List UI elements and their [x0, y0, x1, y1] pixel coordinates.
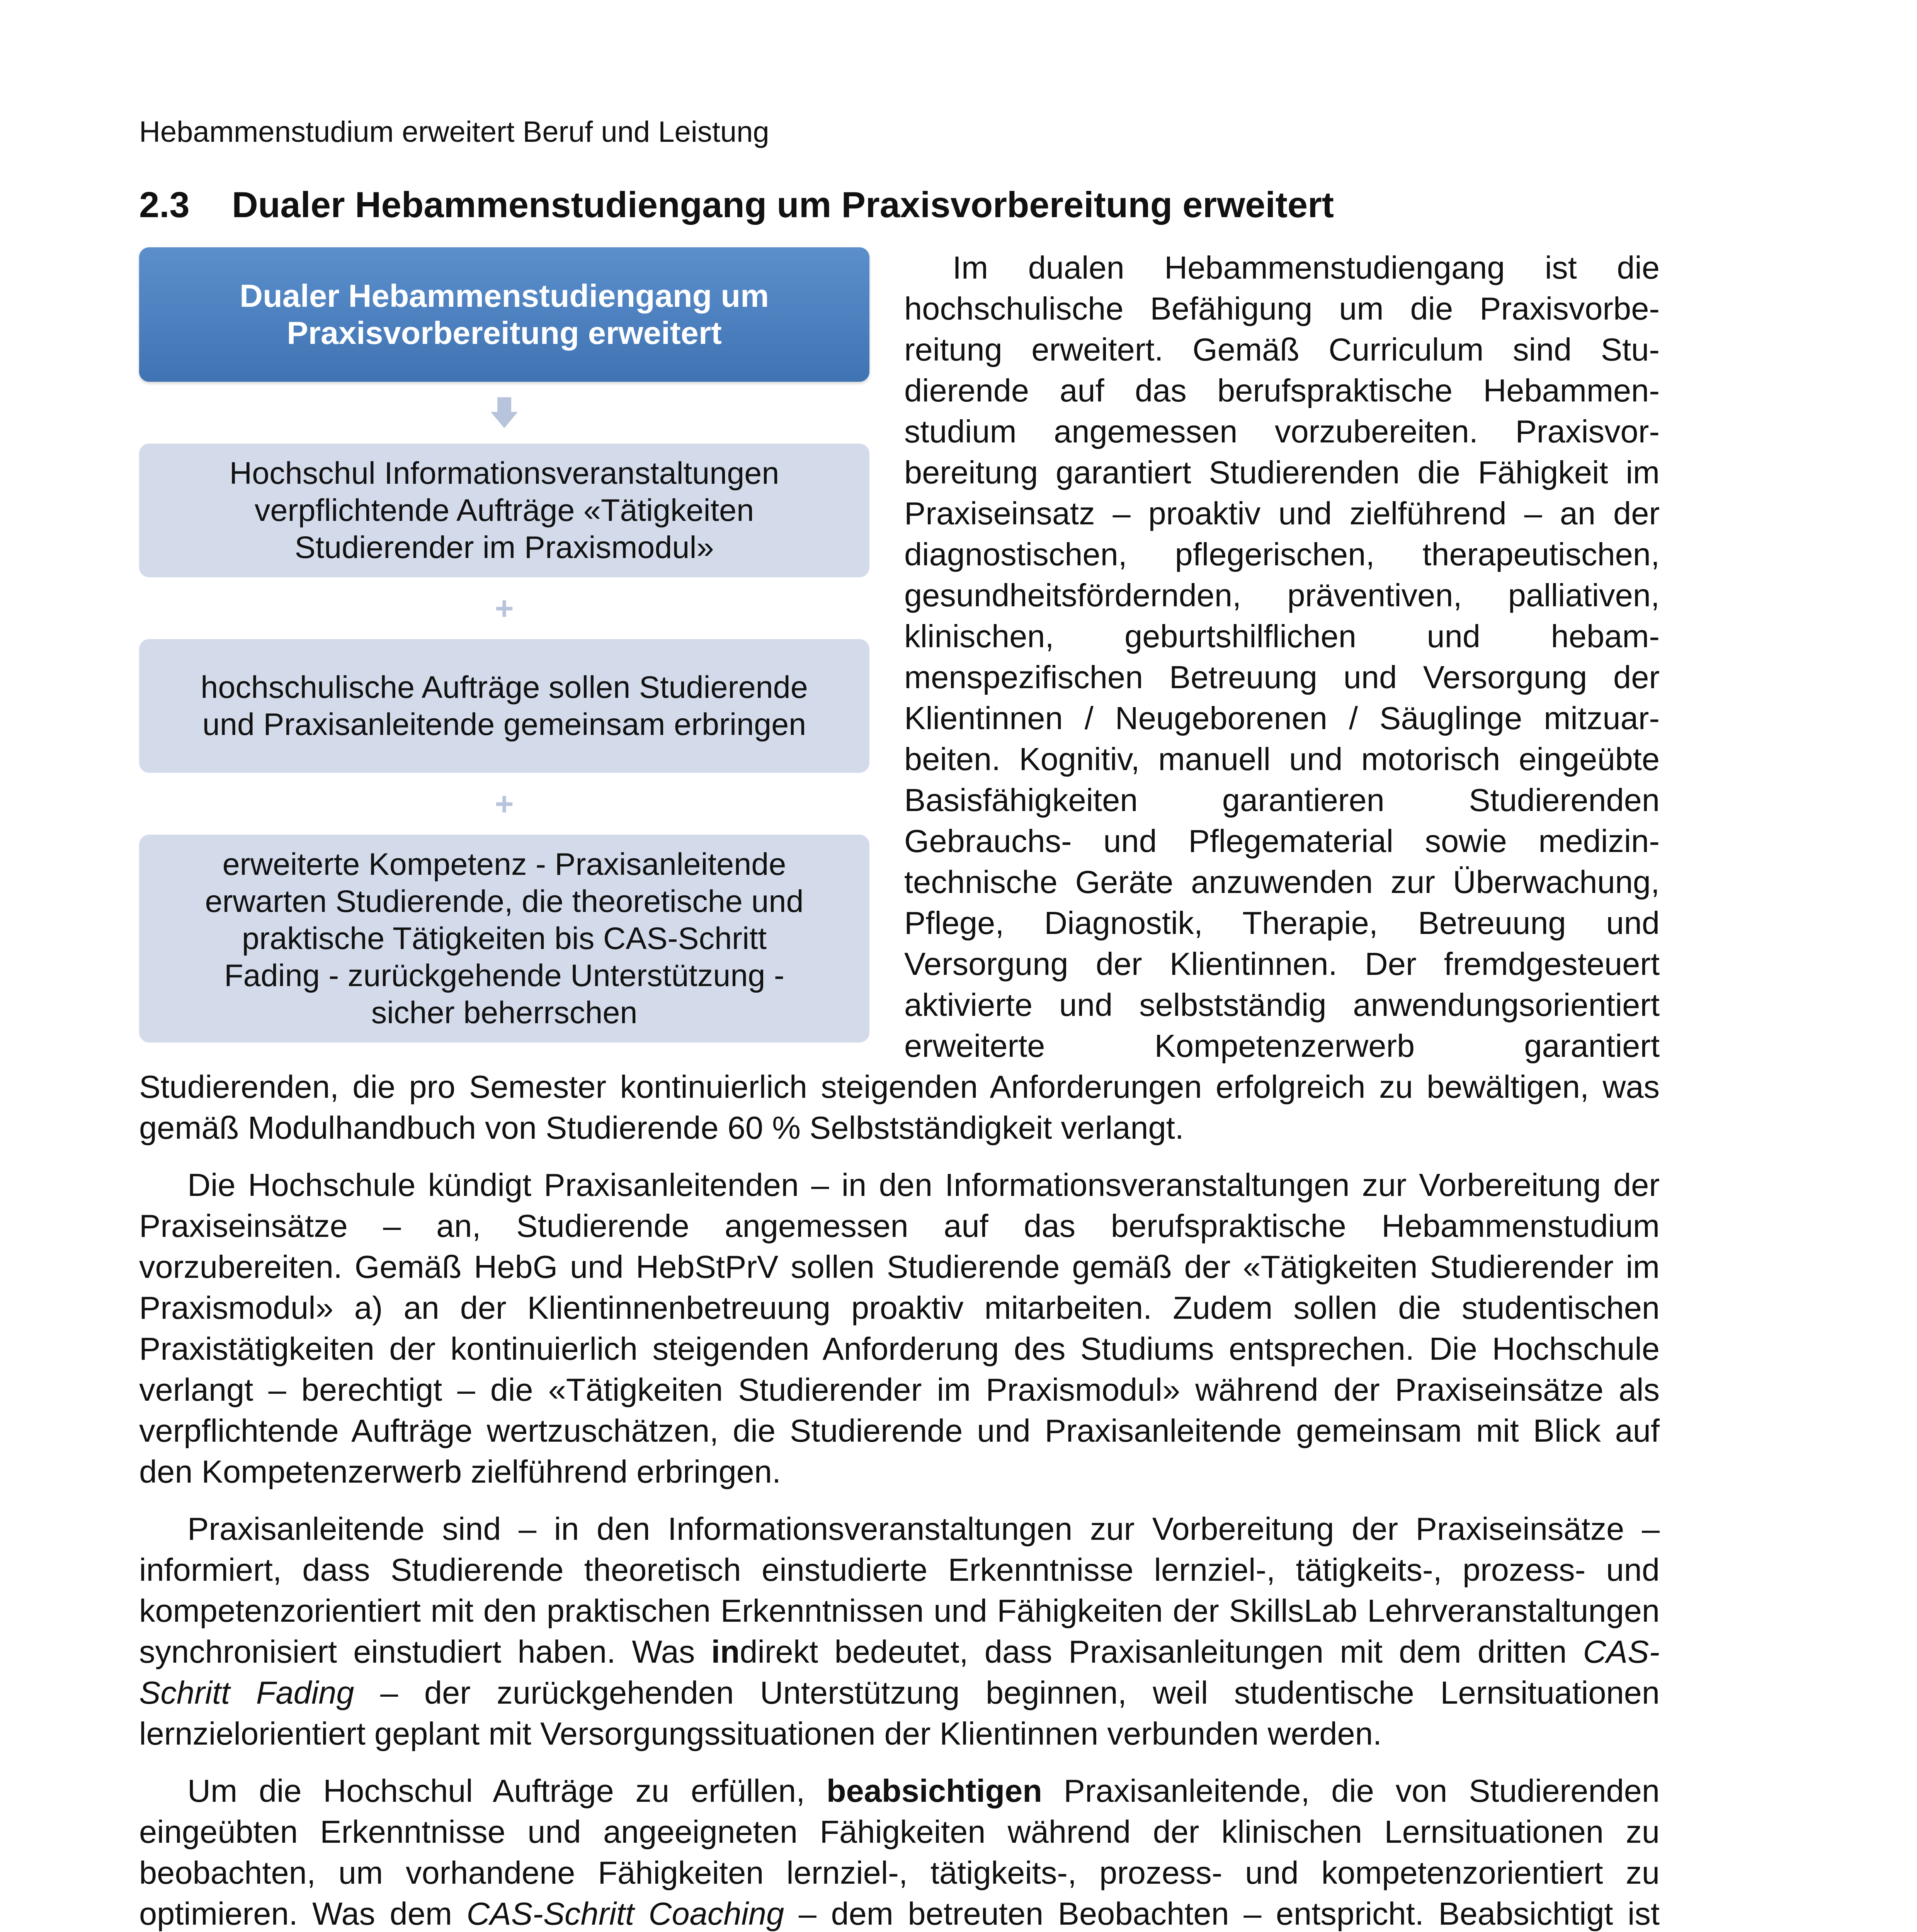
- text-run: – dem betreuten Beobachten – entspricht. Beabsichtigt ist: [798, 1896, 1660, 1932]
- text-run: Praxisanleitende sind – in den Informationsveranstaltungen zur Vorbereitung der Praxiseinsätze – informiert, dass Studierende theoretisch einstudierte Erkenntnisse lernziel-, tätigkeits-, prozess- und kompetenzorientiert mit den praktischen Erkenntnissen und Fähigkeiten der SkillsLab Lehrveranstaltungen synchronisiert einstudiert haben. Was: [139, 1511, 1660, 1670]
- paragraph: Die Hochschule kündigt Praxisanleitenden – in den Informationsveranstaltungen zur Vorbereitung der Praxiseinsätze – an, Studierende angemessen auf das berufspraktische Hebammenstudium vorzubereiten. Gemäß HebG und HebStPrV sollen Studierende gemäß der «Tätigkeiten Studierender im Praxismodul» a) an der Klientinnenbetreuung proaktiv mitarbeiten. Zudem sollen die studentischen Praxistätigkeiten der kontinuierlich steigenden Anforderung des Studiums entsprechen. Die Hochschule verlangt – berechtigt – die «Tätigkeiten Studierender im Praxismodul» während der Praxiseinsätze als verpflichtende Aufträge wertzuschätzen, die Studierende und Praxisanleitende gemeinsam mit Blick auf den Kompetenzerwerb zielführend erbringen.: [139, 1167, 1660, 1490]
- diagram-step-line: Fading - zurückgehende Unterstützung -: [224, 958, 784, 993]
- diagram-step-line: sicher beherrschen: [371, 995, 638, 1030]
- diagram-connector: [139, 382, 869, 444]
- paragraph: [139, 1509, 1660, 1754]
- plus-icon: +: [495, 786, 514, 822]
- diagram-title-line: Dualer Hebammenstudiengang um: [240, 278, 769, 314]
- diagram-step-box: [139, 835, 869, 1043]
- diagram-step-line: Hochschul Informationsveranstaltungen: [229, 456, 779, 491]
- diagram-step-line: hochschulische Aufträge sollen Studierende: [201, 670, 808, 705]
- section-heading: [139, 182, 1685, 228]
- arrow-down-icon: [491, 397, 518, 428]
- italic-text: CAS-Schritt Fading: [139, 1634, 1660, 1711]
- plus-icon: +: [495, 590, 514, 626]
- bold-text: in: [711, 1634, 740, 1670]
- running-header: Hebammenstudium erweitert Beruf und Leistung: [139, 116, 769, 148]
- diagram-title-line: Praxisvorbereitung erweitert: [287, 315, 722, 351]
- diagram-connector: [139, 577, 869, 639]
- paragraph: [139, 1770, 1660, 1932]
- diagram-step-box: [139, 444, 869, 577]
- bold-text: beabsichtigen: [826, 1773, 1042, 1809]
- diagram-step-line: erweiterte Kompetenz - Praxisanleitende: [222, 847, 786, 882]
- text-run: – der zurückgehenden Unterstützung beginnen, weil studentische Lernsituationen lernzielorientiert geplant mit Versorgungssituationen der Klientinnen verbunden werden.: [139, 1675, 1660, 1752]
- body-text: [139, 247, 1660, 1932]
- diagram-step-line: verpflichtende Aufträge «Tätigkeiten: [254, 493, 754, 528]
- process-diagram: [139, 247, 869, 1043]
- text-run: direkt bedeutet, dass Praxisanleitungen mit dem dritten: [740, 1634, 1583, 1670]
- italic-text: CAS-Schritt Coaching: [466, 1896, 784, 1932]
- diagram-connector: [139, 773, 869, 835]
- diagram-step-line: und Praxisanleitende gemeinsam erbringen: [202, 707, 806, 742]
- text-run: Um die Hochschul Aufträge zu erfüllen,: [187, 1773, 827, 1809]
- diagram-step-line: Studierender im Praxismodul»: [294, 530, 714, 565]
- section-title: Dualer Hebammenstudiengang um Praxisvorbereitung erweitert: [232, 184, 1334, 225]
- diagram-step-box: [139, 639, 869, 773]
- diagram-step-line: praktische Tätigkeiten bis CAS-Schritt: [242, 921, 767, 956]
- paragraph-text: Im dualen Hebammenstudiengang ist die hochschulische Befähigung um die Praxisvorbereitung erweitert. Gemäß Curriculum sind Studierende auf das berufspraktische Hebammenstudium angemessen vorzubereiten. Praxisvorbereitung garantiert Studierenden die Fähigkeit im Praxiseinsatz – proaktiv und zielführend – an der diagnostischen, pflegerischen, therapeutischen, gesundheitsfördernden, präventiven, palliativen, klinischen, geburtshilflichen und hebammenspezifischen Betreuung und Versorgung der Klientinnen / Neugeborenen / Säuglinge mitzuarbeiten. Kognitiv, manuell und motorisch eingeübte Basisfähigkeiten garantieren Studierenden Gebrauchs- und Pflegematerial sowie medizintechnische Geräte anzuwenden zur Überwachung, Pflege, Diagnostik, Therapie, Betreuung und Versorgung der Klientinnen. Der fremdgesteuert aktivierte und selbstständig anwendungsorientiert erweiterte Kompetenzerwerb garantiert Studierenden, die pro Semester kontinuierlich steigenden Anforderungen erfolgreich zu bewältigen, was gemäß Modulhandbuch von Studierende 60 % Selbstständigkeit verlangt.: [139, 250, 1660, 1146]
- diagram-title-box: [139, 247, 869, 382]
- text-run: Praxisanleitende, die von Studierenden eingeübten Erkenntnisse und angeeigneten Fähigkeiten während der klinischen Lernsituationen zu beobachten, um vorhandene Fähigkeiten lernziel-, tätigkeits-, prozess- und kompetenzorientiert zu optimieren. Was dem: [139, 1773, 1660, 1932]
- diagram-step-line: erwarten Studierende, die theoretische und: [205, 884, 804, 919]
- section-number: 2.3: [139, 184, 190, 225]
